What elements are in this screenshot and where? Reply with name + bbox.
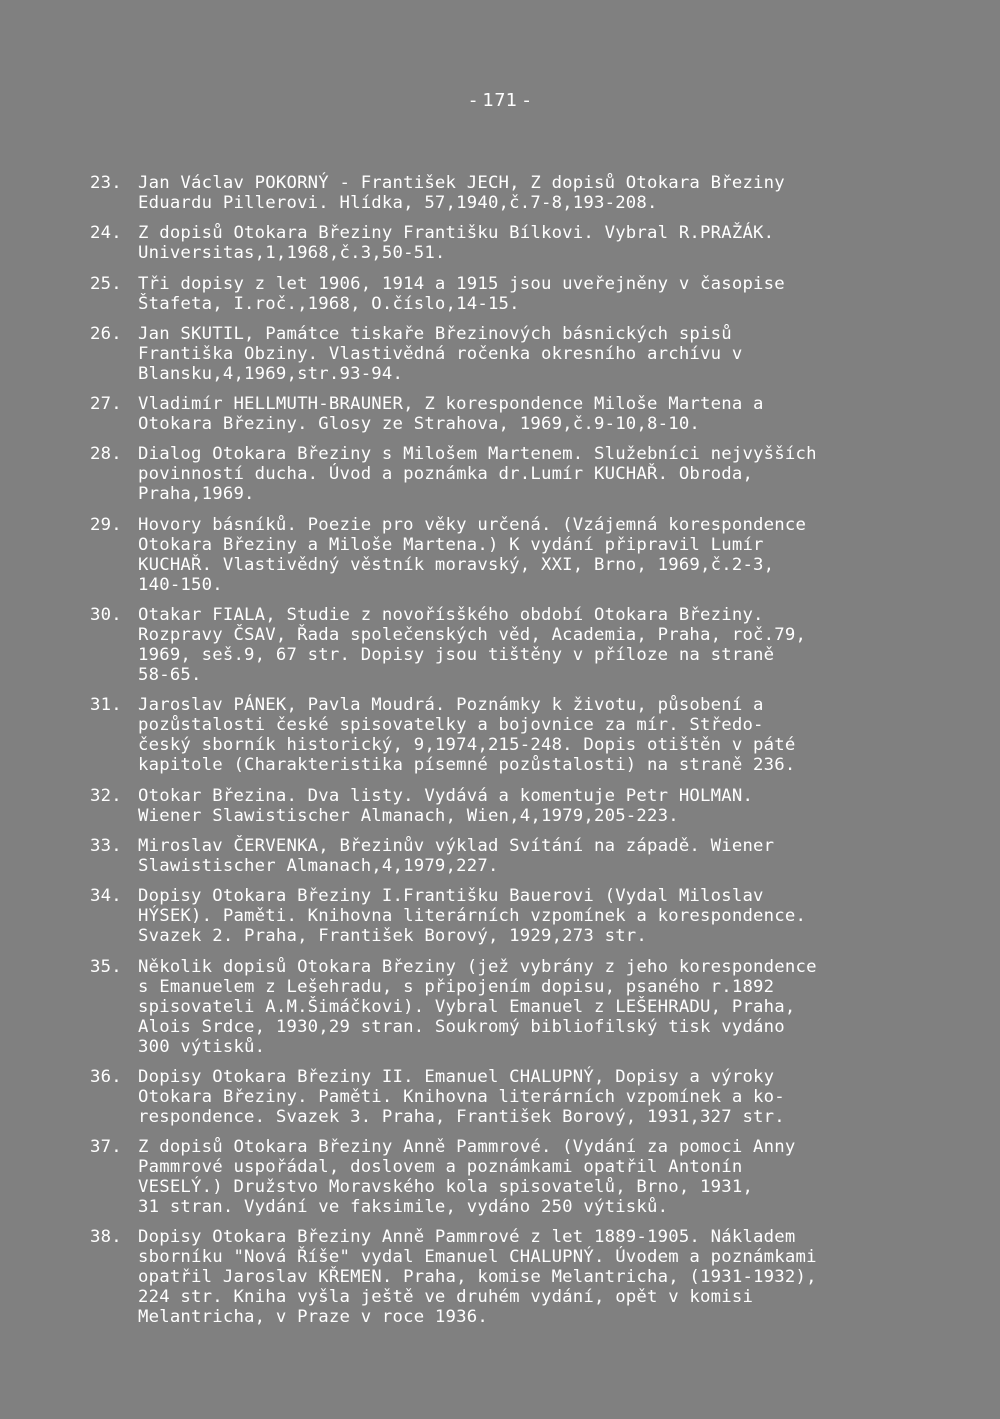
entry-text: Otakar FIALA, Studie z novořísškého období Otokara Březiny. Rozpravy ČSAV, Řada společenských věd, Academia, Praha, roč.79, 1969, seš.9, 67 str. Dopisy jsou tištěny v příloze na straně 58-65. <box>138 605 807 686</box>
bibliography-entry <box>90 324 990 384</box>
page-number: - 171 - <box>469 90 531 111</box>
entry-number: 37. <box>90 1137 122 1158</box>
bibliography-entry <box>90 695 990 775</box>
entry-text: Vladimír HELLMUTH-BRAUNER, Z korespondence Miloše Martena a Otokara Březiny. Glosy ze Strahova, 1969,č.9-10,8-10. <box>138 394 764 435</box>
bibliography-entry <box>90 223 990 263</box>
entry-text: Z dopisů Otokara Březiny Anně Pammrové. (Vydání za pomoci Anny Pammrové uspořádal, doslovem a poznámkami opatřil Antonín VESELÝ.) Družstvo Moravského kola spisovatelů, Brno, 1931, 31 stran. Vydání ve faksimile, vydáno 250 výtisků. <box>138 1137 796 1218</box>
entry-number: 27. <box>90 394 122 415</box>
entry-number: 26. <box>90 323 122 344</box>
entry-text: Z dopisů Otokara Březiny Františku Bílkovi. Vybral R.PRAŽÁK. Universitas,1,1968,č.3,50-51. <box>138 223 775 264</box>
entry-text: Dopisy Otokara Březiny II. Emanuel CHALUPNÝ, Dopisy a výroky Otokara Březiny. Paměti. Knihovna literárních vzpomínek a ko- respondence. Svazek 3. Praha, František Borový, 1931,327 str. <box>138 1066 785 1127</box>
entry-number: 28. <box>90 444 122 465</box>
entry-number: 24. <box>90 223 122 244</box>
entry-text: Otokar Březina. Dva listy. Vydává a komentuje Petr HOLMAN. Wiener Slawistischer Almanach, Wien,4,1979,205-223. <box>138 785 754 826</box>
entry-number: 33. <box>90 835 122 856</box>
entry-number: 36. <box>90 1066 122 1087</box>
bibliography-entry <box>90 274 990 314</box>
entry-text: Jan SKUTIL, Památce tiskaře Březinových básnických spisů Františka Obziny. Vlastivědná ročenka okresního archívu v Blansku,4,1969,str.93-94. <box>138 323 743 384</box>
bibliography-entry <box>90 515 990 595</box>
entry-text: Dopisy Otokara Březiny Anně Pammrové z let 1889-1905. Nákladem sborníku "Nová Říše" vydal Emanuel CHALUPNÝ. Úvodem a poznámkami opatřil Jaroslav KŘEMEN. Praha, komise Melantricha, (1931-1932), 224 str. Kniha vyšla ještě ve druhém vydání, opět v komisi Melantricha, v Praze v roce 1936. <box>138 1227 817 1328</box>
entry-text: Hovory básníků. Poezie pro věky určená. (Vzájemná korespondence Otokara Březiny a Miloše Martena.) K vydání připravil Lumír KUCHAŘ. Vlastivědný věstník moravský, XXI, Brno, 1969,č.2-3, 140-150. <box>138 514 807 595</box>
entry-number: 32. <box>90 785 122 806</box>
entry-text: Několik dopisů Otokara Březiny (jež vybrány z jeho korespondence s Emanuelem z Lešehradu, s připojením dopisu, psaného r.1892 spisovateli A.M.Šimáčkovi). Vybral Emanuel z LEŠEHRADU, Praha, Alois Srdce, 1930,29 stran. Soukromý bibliofilský tisk vydáno 300 výtisků. <box>138 956 817 1057</box>
bibliography-entry <box>90 1227 990 1327</box>
entry-number: 31. <box>90 695 122 716</box>
entry-text: Dopisy Otokara Březiny I.Františku Bauerovi (Vydal Miloslav HÝSEK). Paměti. Knihovna literárních vzpomínek a korespondence. Svazek 2. Praha, František Borový, 1929,273 str. <box>138 886 807 947</box>
bibliography-entry <box>90 886 990 946</box>
bibliography-entry <box>90 1137 990 1217</box>
entry-text: Jan Václav POKORNÝ - František JECH, Z dopisů Otokara Březiny Eduardu Pillerovi. Hlídka, 57,1940,č.7-8,193-208. <box>138 173 785 213</box>
bibliography-entry <box>90 957 990 1057</box>
bibliography-entry <box>90 444 990 504</box>
entry-text: Jaroslav PÁNEK, Pavla Moudrá. Poznámky k životu, působení a pozůstalosti české spisovatelky a bojovnice za mír. Středo- český sborník historický, 9,1974,215-248. Dopis otištěn v páté kapitole (Charakteristika písemné pozůstalosti) na straně 236. <box>138 695 796 776</box>
entry-number: 38. <box>90 1227 122 1248</box>
bibliography-entry <box>90 786 990 826</box>
bibliography-entry <box>90 836 990 876</box>
entry-number: 30. <box>90 605 122 626</box>
bibliography-entry <box>90 394 990 434</box>
bibliography-entry <box>90 605 990 685</box>
entry-text: Dialog Otokara Březiny s Milošem Martenem. Služebníci nejvyšších povinností ducha. Úvod a poznámka dr.Lumír KUCHAŘ. Obroda, Praha,1969. <box>138 444 817 505</box>
entry-number: 35. <box>90 956 122 977</box>
entry-text: Tři dopisy z let 1906, 1914 a 1915 jsou uveřejněny v časopise Štafeta, I.roč.,1968, O.číslo,14-15. <box>138 273 785 314</box>
entry-number: 23. <box>90 173 122 193</box>
entry-number: 34. <box>90 886 122 907</box>
bibliography-list <box>90 173 990 1338</box>
bibliography-entry <box>90 173 990 213</box>
entry-text: Miroslav ČERVENKA, Březinův výklad Svítání na západě. Wiener Slawistischer Almanach,4,1979,227. <box>138 835 775 876</box>
bibliography-entry <box>90 1067 990 1127</box>
entry-number: 25. <box>90 273 122 294</box>
entry-number: 29. <box>90 514 122 535</box>
